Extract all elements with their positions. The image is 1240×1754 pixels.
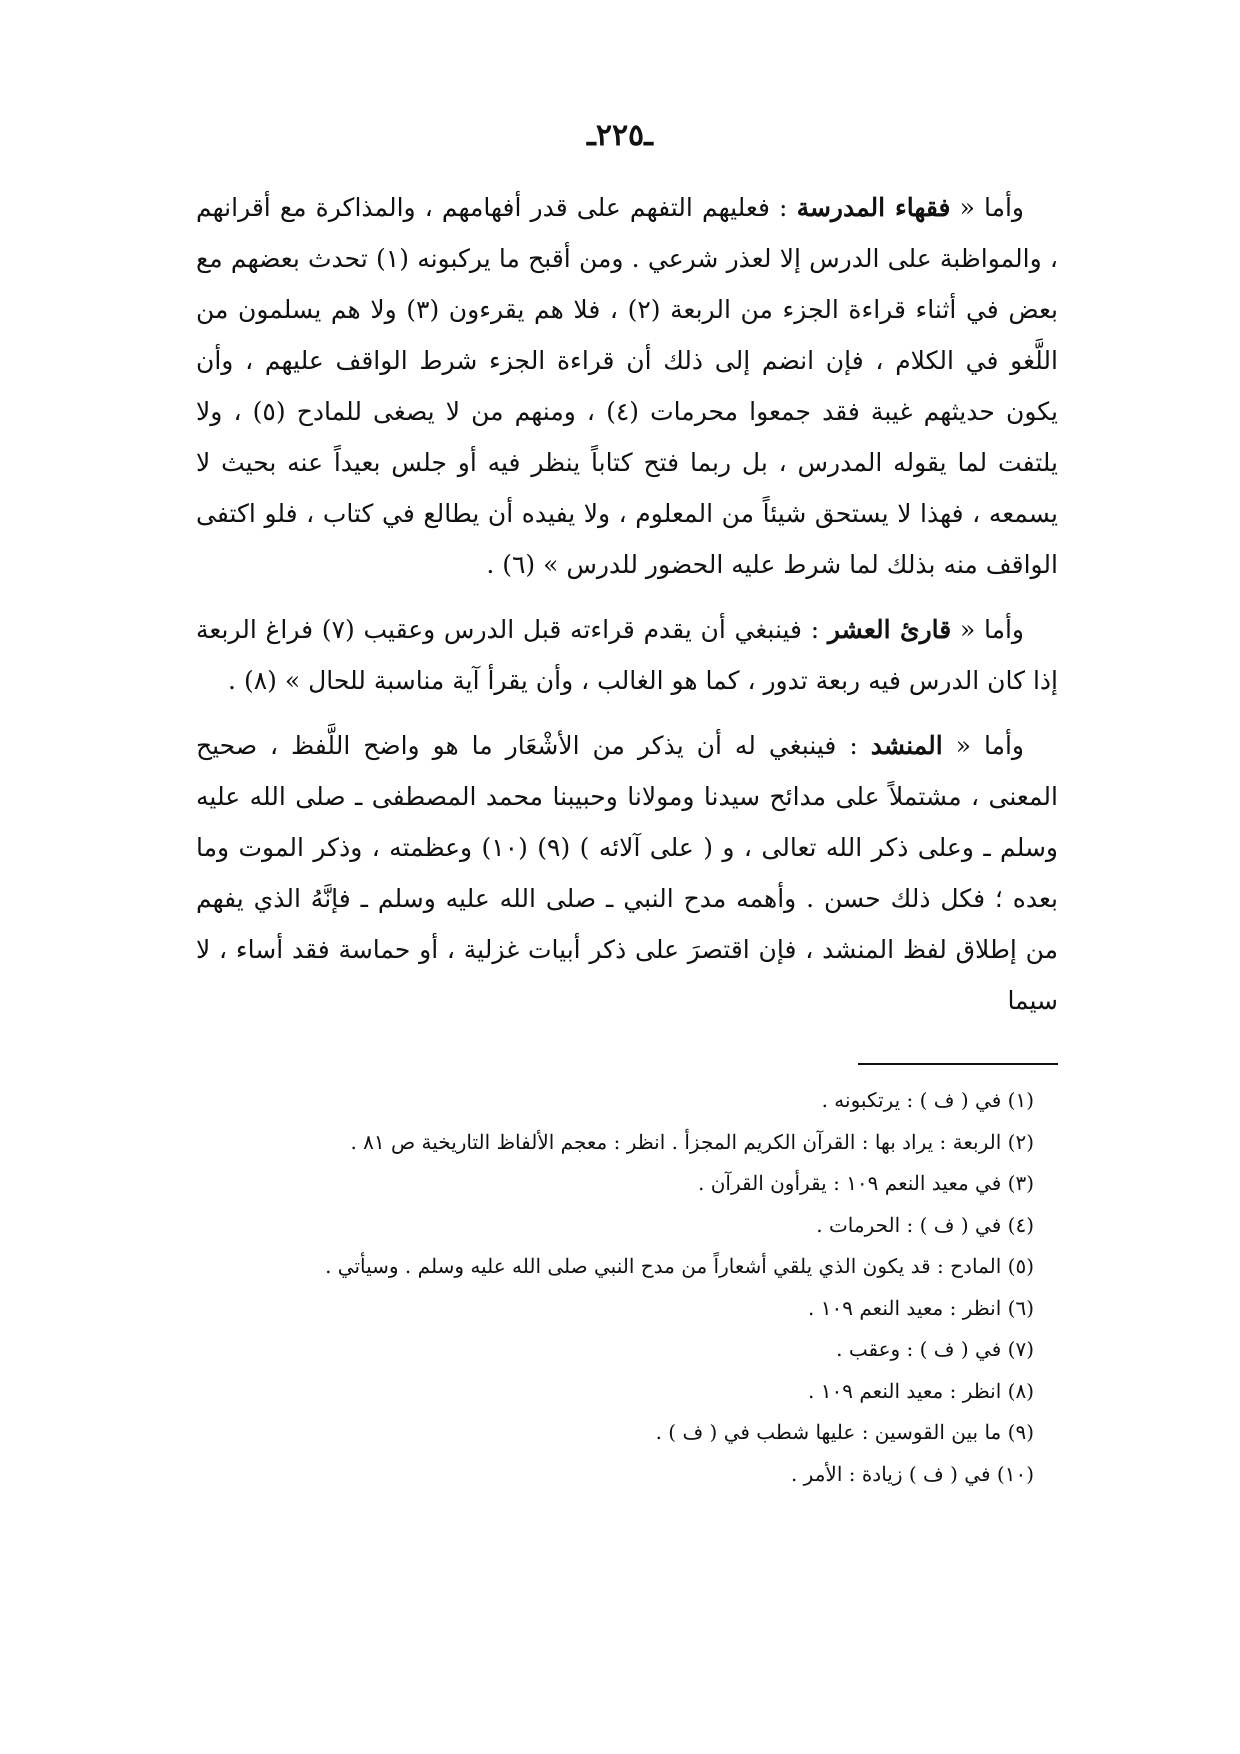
paragraph-lead: وأما « <box>951 615 1024 644</box>
footnote-10: (١٠) في ( ف ) زيادة : الأمر . <box>790 1461 1034 1486</box>
paragraph-lead: وأما « <box>942 731 1024 760</box>
footnote-1: (١) في ( ف ) : يرتكبونه . <box>821 1088 1034 1112</box>
paragraph-lead: وأما « <box>950 193 1025 222</box>
paragraph-fuqaha <box>196 182 1058 590</box>
paragraph-qari <box>196 604 1058 706</box>
footnote-divider <box>858 1063 1058 1065</box>
main-text <box>196 182 1058 1040</box>
footnote-2: (٢) الربعة : يراد بها : القرآن الكريم المجزأ . انظر : معجم الألفاظ التاريخية ص ٨١ . <box>350 1129 1034 1154</box>
section-term-fuqaha: فقهاء المدرسة <box>796 193 951 222</box>
footnote-3: (٣) في معيد النعم ١٠٩ : يقرأون القرآن . <box>697 1171 1034 1195</box>
paragraph-text: : فينبغي له أن يذكر من الأشْعَار ما هو واضح اللَّفظ ، صحيح المعنى ، مشتملاً على مدائح سيدنا ومولانا وحبيبنا محمد المصطفى ـ صلى الله عليه وسلم ـ وعلى ذكر الله تعالى ، و ( على آلائه ) (٩) (١٠) وعظمته ، وذكر الموت وما بعده ؛ فكل ذلك حسن . وأهمه مدح النبي ـ صلى الله عليه وسلم ـ فإنَّهُ الذي يفهم من إطلاق لفظ المنشد ، فإن اقتصرَ على ذكر أبيات غزلية ، أو حماسة فقد أساء ، لا سيما <box>196 731 1058 1015</box>
footnote-9: (٩) ما بين القوسين : عليها شطب في ( ف ) . <box>655 1420 1034 1444</box>
footnote-list <box>196 1080 1034 1495</box>
footnote-8: (٨) انظر : معيد النعم ١٠٩ . <box>808 1378 1034 1403</box>
page-number: ـ٢٢٥ـ <box>587 118 653 153</box>
footnote-4: (٤) في ( ف ) : الحرمات . <box>816 1212 1034 1237</box>
footnote-6: (٦) انظر : معيد النعم ١٠٩ . <box>808 1295 1034 1320</box>
footnote-7: (٧) في ( ف ) : وعقب . <box>836 1337 1034 1361</box>
paragraph-text: : فينبغي أن يقدم قراءته قبل الدرس وعقيب (٧) فراغ الربعة إذا كان الدرس فيه ربعة تدور ، كما هو الغالب ، وأن يقرأ آية مناسبة للحال » (٨) . <box>196 615 1058 695</box>
footnote-5: (٥) المادح : قد يكون الذي يلقي أشعاراً من مدح النبي صلى الله عليه وسلم . وسيأتي . <box>325 1254 1034 1278</box>
section-term-qari: قارئ العشر <box>827 615 952 644</box>
section-term-munshid: المنشد <box>870 731 943 760</box>
paragraph-text: : فعليهم التفهم على قدر أفهامهم ، والمذاكرة مع أقرانهم ، والمواظبة على الدرس إلا لعذر شرعي . ومن أقبح ما يركبونه (١) تحدث بعضهم مع بعض في أثناء قراءة الجزء من الربعة (٢) ، فلا هم يقرءون (٣) ولا هم يسلمون من اللَّغو في الكلام ، فإن انضم إلى ذلك أن قراءة الجزء شرط الواقف عليهم ، وأن يكون حديثهم غيبة فقد جمعوا محرمات (٤) ، ومنهم من لا يصغى للمادح (٥) ، ولا يلتفت لما يقوله المدرس ، بل ربما فتح كتاباً ينظر فيه أو جلس بعيداً عنه بحيث لا يسمعه ، فهذا لا يستحق شيئاً من المعلوم ، ولا يفيده أن يطالع في كتاب ، فلو اكتفى الواقف منه بذلك لما شرط عليه الحضور للدرس » (٦) . <box>196 193 1058 579</box>
paragraph-munshid <box>196 720 1058 1026</box>
